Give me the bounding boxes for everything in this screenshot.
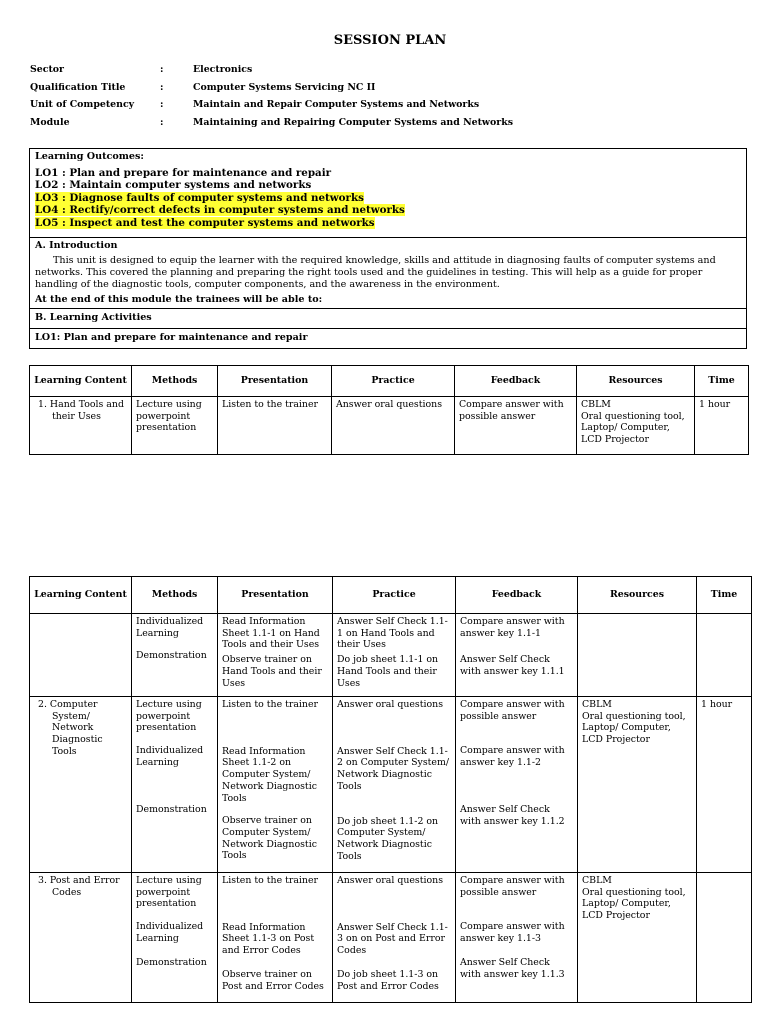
practice-item: Answer Self Check 1.1-3 on on Post and Error Codes [337, 921, 448, 957]
feedback-item: Compare answer with possible answer [460, 875, 565, 898]
column-header: Resources [577, 366, 695, 397]
feedback-item: Compare answer with answer key 1.1-3 [460, 921, 565, 945]
method-item: Demonstration [136, 803, 207, 815]
introduction-heading: A. Introduction [35, 239, 118, 251]
learning-outcome-text: LO1 : Plan and prepare for maintenance and repair [35, 166, 332, 179]
table-row [30, 614, 752, 697]
presentation-cell [218, 614, 333, 697]
presentation-item: Listen to the trainer [222, 699, 318, 710]
time-cell [697, 614, 752, 697]
feedback-item: Compare answer with possible answer [460, 699, 565, 722]
presentation-cell [218, 697, 333, 873]
info-separator: : [160, 64, 164, 75]
methods-cell: Lecture using powerpoint presentation [132, 397, 218, 455]
practice-cell: Answer oral questions [332, 397, 455, 455]
column-header: Learning Content [30, 577, 132, 614]
learning-content-cell: 2. Computer System/ Network Diagnostic Tools [30, 697, 132, 873]
resources-cell: CBLM Oral questioning tool, Laptop/ Computer, LCD Projector [577, 397, 695, 455]
method-item: Lecture using powerpoint presentation [136, 699, 202, 734]
practice-item: Do job sheet 1.1-1 on Hand Tools and their Uses [337, 654, 439, 689]
column-header: Presentation [218, 366, 332, 397]
column-header: Practice [333, 577, 456, 614]
course-info [30, 64, 513, 134]
method-item: Individualized Learning [136, 745, 204, 768]
table-row [30, 397, 749, 455]
feedback-item: Compare answer with answer key 1.1-2 [460, 745, 565, 769]
info-separator: : [160, 81, 164, 93]
info-row-sector [30, 64, 513, 82]
info-value: Computer Systems Servicing NC II [193, 81, 376, 93]
feedback-cell [456, 873, 578, 1003]
info-row-module [30, 117, 513, 135]
introduction-closing: At the end of this module the trainees will be able to: [35, 294, 323, 306]
learning-outcome-text: LO5 : Inspect and test the computer systems and networks [35, 217, 375, 230]
info-value: Electronics [193, 64, 253, 75]
feedback-item: Answer Self Check with answer key 1.1.2 [460, 803, 565, 827]
practice-item: Answer oral questions [337, 699, 444, 710]
info-label: Sector [30, 64, 64, 75]
learning-outcome [30, 167, 746, 180]
presentation-item: Read Information Sheet 1.1-3 on Post and Error Codes [222, 921, 315, 957]
table-row [30, 873, 752, 1003]
column-header: Learning Content [30, 366, 132, 397]
info-label: Module [30, 116, 70, 128]
column-header: Time [695, 366, 749, 397]
lo1-label: LO1: Plan and prepare for maintenance and repair [35, 331, 308, 343]
lo1-heading [30, 328, 746, 349]
column-header: Presentation [218, 577, 333, 614]
learning-outcome [30, 179, 746, 192]
learning-content-cell: 3. Post and Error Codes [30, 873, 132, 1003]
practice-item: Do job sheet 1.1-3 on Post and Error Codes [337, 968, 439, 992]
introduction-text: This unit is designed to equip the learner with the required knowledge, skills and attitude in diagnosing faults of computer systems and networks. This covered the planning and preparing the right tools used and the guidelines in testing. This will help as a guide for proper handling of the diagnostic tools, computer components, and the awareness in the environment. [35, 255, 716, 291]
introduction-section [30, 237, 746, 308]
column-header: Methods [132, 577, 218, 614]
method-item: Individualized Learning [136, 921, 204, 944]
session-overview-box [29, 148, 747, 349]
time-cell: 1 hour [697, 697, 752, 873]
feedback-item: Answer Self Check with answer key 1.1.3 [460, 956, 565, 980]
practice-item: Answer Self Check 1.1-1 on Hand Tools and their Uses [337, 616, 448, 651]
feedback-cell [456, 614, 578, 697]
learning-activities-heading [30, 308, 746, 328]
resources-cell: CBLM Oral questioning tool, Laptop/ Computer, LCD Projector [578, 697, 697, 873]
presentation-item: Listen to the trainer [222, 875, 318, 886]
presentation-item: Read Information Sheet 1.1-1 on Hand Tools and their Uses [222, 616, 320, 651]
table-header-row [30, 577, 752, 614]
table-row [30, 697, 752, 873]
learning-activities-label: B. Learning Activities [35, 312, 152, 324]
presentation-item: Read Information Sheet 1.1-2 on Computer System/ Network Diagnostic Tools [222, 745, 317, 804]
presentation-item: Observe trainer on Computer System/ Network Diagnostic Tools [222, 815, 317, 862]
info-value: Maintaining and Repairing Computer Systems and Networks [193, 116, 513, 128]
learning-outcome-text: LO2 : Maintain computer systems and networks [35, 179, 312, 192]
info-separator: : [160, 99, 164, 110]
activities-table-1 [29, 365, 749, 455]
practice-cell [333, 873, 456, 1003]
info-value: Maintain and Repair Computer Systems and Networks [193, 99, 480, 110]
resources-cell [578, 614, 697, 697]
learning-outcome-text: LO3 : Diagnose faults of computer systems and networks [35, 191, 364, 204]
feedback-cell: Compare answer with possible answer [455, 397, 577, 455]
method-item: Lecture using powerpoint presentation [136, 875, 202, 910]
learning-content-cell: 1. Hand Tools and their Uses [30, 397, 132, 455]
methods-cell [132, 697, 218, 873]
learning-outcome-highlighted [30, 204, 746, 217]
learning-outcome-text: LO4 : Rectify/correct defects in computer systems and networks [35, 204, 405, 217]
info-separator: : [160, 116, 164, 128]
practice-item: Answer Self Check 1.1-2 on Computer System/ Network Diagnostic Tools [337, 745, 450, 792]
resources-cell: CBLM Oral questioning tool, Laptop/ Computer, LCD Projector [578, 873, 697, 1003]
method-item: Demonstration [136, 956, 207, 968]
page-title: SESSION PLAN [333, 33, 447, 48]
practice-cell [333, 614, 456, 697]
feedback-item: Answer Self Check with answer key 1.1.1 [460, 654, 565, 678]
practice-item: Answer oral questions [337, 875, 444, 886]
column-header: Feedback [456, 577, 578, 614]
presentation-cell: Listen to the trainer [218, 397, 332, 455]
presentation-item: Observe trainer on Post and Error Codes [222, 968, 324, 992]
time-cell: 1 hour [695, 397, 749, 455]
info-row-qualification [30, 82, 513, 100]
methods-cell [132, 873, 218, 1003]
activities-table-2 [29, 576, 752, 1003]
time-cell [697, 873, 752, 1003]
learning-outcome-highlighted [30, 192, 746, 205]
feedback-cell [456, 697, 578, 873]
info-row-unit [30, 99, 513, 117]
table-header-row [30, 366, 749, 397]
presentation-item: Observe trainer on Hand Tools and their Uses [222, 654, 322, 689]
column-header: Resources [578, 577, 697, 614]
method-item: Demonstration [136, 650, 207, 662]
methods-cell [132, 614, 218, 697]
column-header: Methods [132, 366, 218, 397]
practice-item: Do job sheet 1.1-2 on Computer System/ Network Diagnostic Tools [337, 815, 439, 862]
column-header: Time [697, 577, 752, 614]
info-label: Unit of Competency [30, 99, 135, 110]
column-header: Feedback [455, 366, 577, 397]
method-item: Individualized Learning [136, 616, 204, 639]
practice-cell [333, 697, 456, 873]
learning-content-cell [30, 614, 132, 697]
learning-outcome-highlighted [30, 217, 746, 237]
learning-outcomes-heading: Learning Outcomes: [35, 151, 144, 162]
info-label: Qualification Title [30, 81, 126, 93]
column-header: Practice [332, 366, 455, 397]
presentation-cell [218, 873, 333, 1003]
feedback-item: Compare answer with answer key 1.1-1 [460, 616, 565, 639]
